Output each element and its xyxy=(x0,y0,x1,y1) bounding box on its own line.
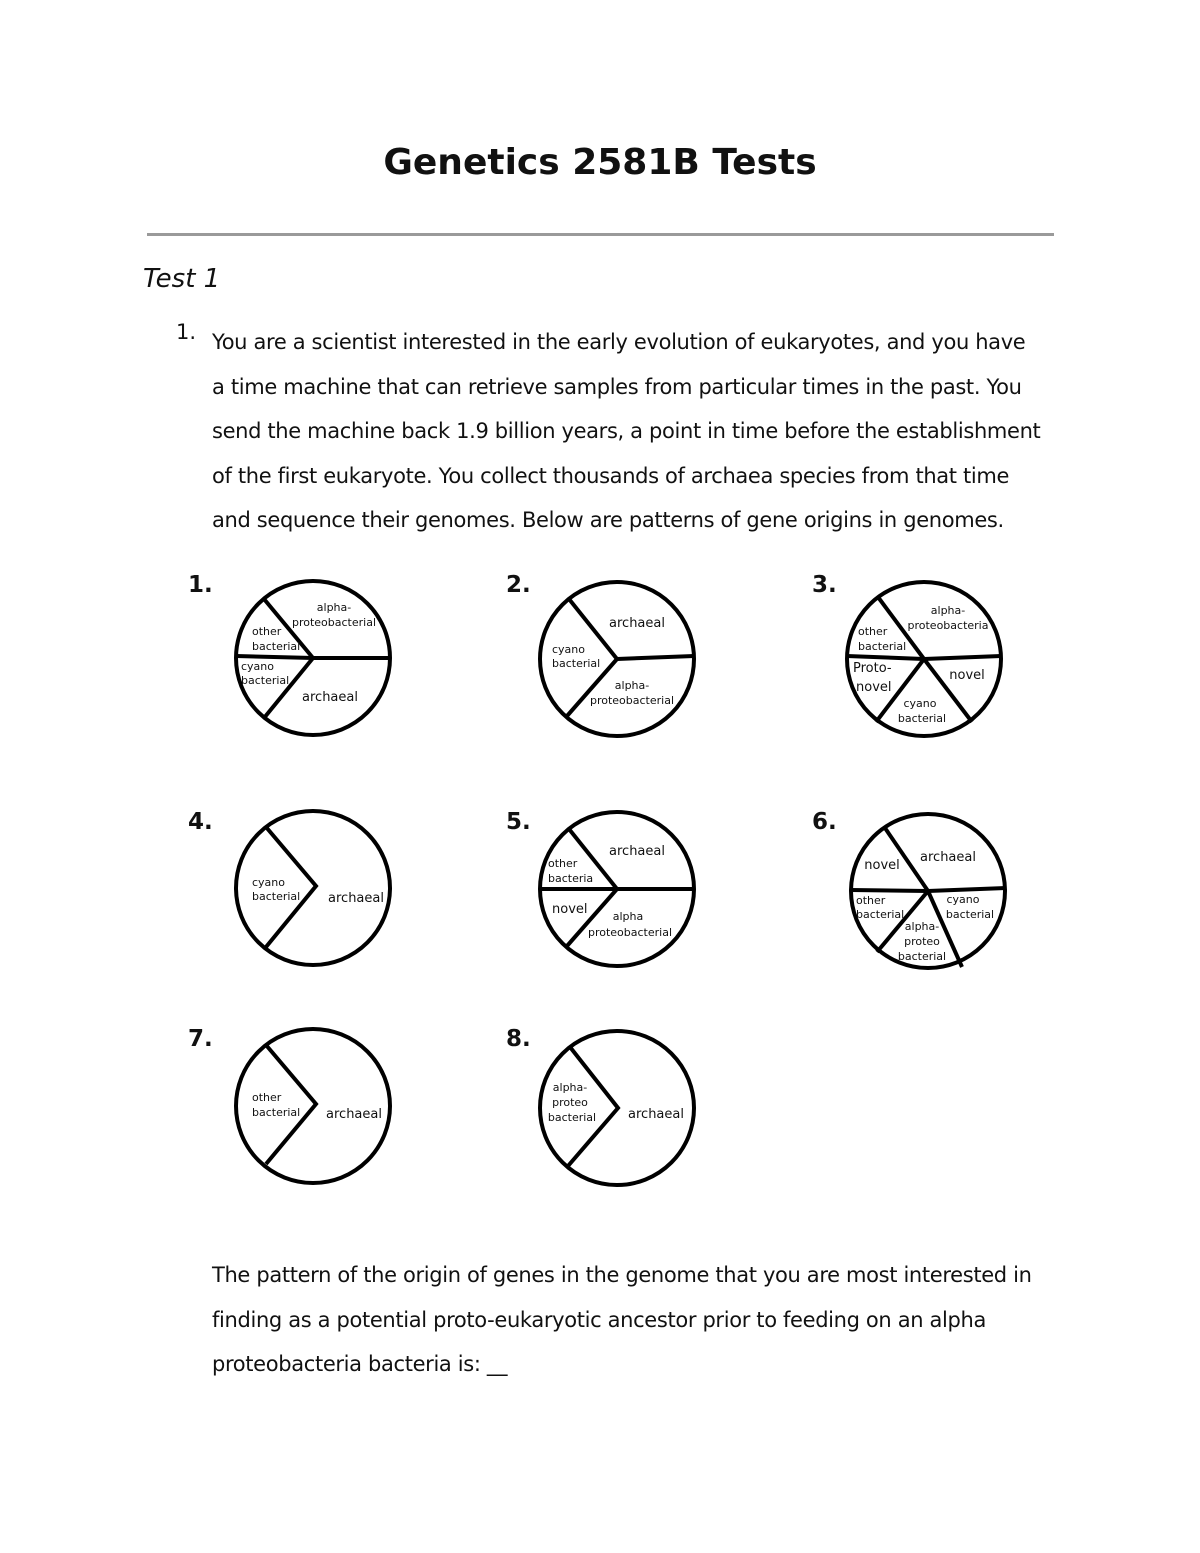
pie-label: bacterial xyxy=(252,640,301,653)
pie-label: alpha- xyxy=(904,920,940,933)
pie-number: 2. xyxy=(506,572,531,598)
pie-diagram-6 xyxy=(812,809,1006,968)
pie-label: alpha- xyxy=(552,1081,588,1094)
pie-label: bacterial xyxy=(897,950,947,963)
pie-label: bacterial xyxy=(252,890,301,903)
pie-label: alpha- xyxy=(316,601,352,614)
question-number: 1. xyxy=(176,320,197,344)
pie-label: other xyxy=(856,894,886,907)
closing-line: finding as a potential proto-eukaryotic ancestor prior to feeding on an alpha xyxy=(212,1307,986,1332)
pie-label: novel xyxy=(856,680,892,695)
pie-divider xyxy=(617,656,694,659)
pie-number: 4. xyxy=(188,809,213,835)
pie-label: archaeal xyxy=(609,616,665,631)
pie-label: cyano xyxy=(241,660,274,673)
pie-number: 1. xyxy=(188,572,213,598)
question-line: send the machine back 1.9 billion years, a point in time before the establishment xyxy=(212,419,1041,443)
pie-label: other xyxy=(252,1091,282,1104)
pie-label: bacterial xyxy=(241,674,290,687)
pie-number: 6. xyxy=(812,809,837,835)
question-line: a time machine that can retrieve samples from particular times in the past. You xyxy=(212,374,1022,399)
pie-divider xyxy=(924,656,1001,659)
pie-divider xyxy=(236,656,313,658)
pie-diagram-5 xyxy=(506,809,694,966)
pie-label: novel xyxy=(864,858,900,873)
question-line: You are a scientist interested in the early evolution of eukaryotes, and you have xyxy=(212,330,1026,354)
pie-label: archaeal xyxy=(628,1107,684,1122)
pie-label: other xyxy=(548,857,578,870)
pie-label: archaeal xyxy=(920,850,976,865)
pie-label: other xyxy=(252,625,282,638)
pie-label: proteo xyxy=(552,1096,588,1109)
pie-label: cyano xyxy=(903,697,937,710)
pie-divider xyxy=(851,890,928,891)
pie-label: archaeal xyxy=(328,891,384,906)
pie-label: novel xyxy=(949,668,985,683)
pie-label: proteobacteria xyxy=(907,619,989,632)
pie-label: bacterial xyxy=(858,640,907,653)
pie-label: other xyxy=(858,625,888,638)
pie-label: cyano xyxy=(252,876,285,889)
pie-label: alpha xyxy=(612,910,644,923)
pie-label: bacterial xyxy=(945,908,995,921)
pie-label: proteobacterial xyxy=(291,616,377,629)
pie-label: bacteria xyxy=(548,872,594,885)
pie-number: 5. xyxy=(506,809,531,835)
pie-diagram-4 xyxy=(188,809,390,965)
pie-label: proteo xyxy=(904,935,940,948)
pie-label: bacterial xyxy=(547,1111,597,1124)
pie-number: 7. xyxy=(188,1026,213,1052)
pie-number: 3. xyxy=(812,572,837,598)
pie-label: cyano xyxy=(946,893,980,906)
pie-divider xyxy=(266,1045,316,1164)
pie-label: bacterial xyxy=(252,1106,301,1119)
pie-label: archaeal xyxy=(609,844,665,859)
pie-label: archaeal xyxy=(302,690,358,705)
pie-diagram-2 xyxy=(506,572,694,736)
pie-label: Proto- xyxy=(853,661,892,676)
section-title: Test 1 xyxy=(143,264,221,294)
pie-diagram-1 xyxy=(188,572,390,735)
closing-question-text xyxy=(212,1253,1072,1387)
pie-label: alpha- xyxy=(614,679,650,692)
question-line: of the first eukaryote. You collect thousands of archaea species from that time xyxy=(212,463,1010,488)
pie-label: archaeal xyxy=(326,1107,382,1122)
question-line: and sequence their genomes. Below are patterns of gene origins in genomes. xyxy=(212,508,1004,532)
pie-divider xyxy=(847,656,924,659)
pie-divider xyxy=(928,888,1006,891)
pie-label: bacterial xyxy=(856,908,905,921)
pie-diagram-7 xyxy=(188,1026,390,1183)
pie-diagram-3 xyxy=(812,572,1001,736)
pie-label: proteobacterial xyxy=(587,926,673,939)
pie-label: novel xyxy=(552,902,588,917)
pie-diagram-8 xyxy=(506,1026,694,1185)
pie-label: proteobacterial xyxy=(589,694,675,707)
pie-label: cyano xyxy=(552,643,585,656)
pie-label: bacterial xyxy=(552,657,601,670)
pie-label: bacterial xyxy=(897,712,947,725)
pie-label: alpha- xyxy=(930,604,966,617)
document-title: Genetics 2581B Tests xyxy=(383,142,817,183)
closing-line: The pattern of the origin of genes in the genome that you are most interested in xyxy=(212,1263,1032,1287)
closing-line: proteobacteria bacteria is: __ xyxy=(212,1352,508,1376)
pie-number: 8. xyxy=(506,1026,531,1052)
